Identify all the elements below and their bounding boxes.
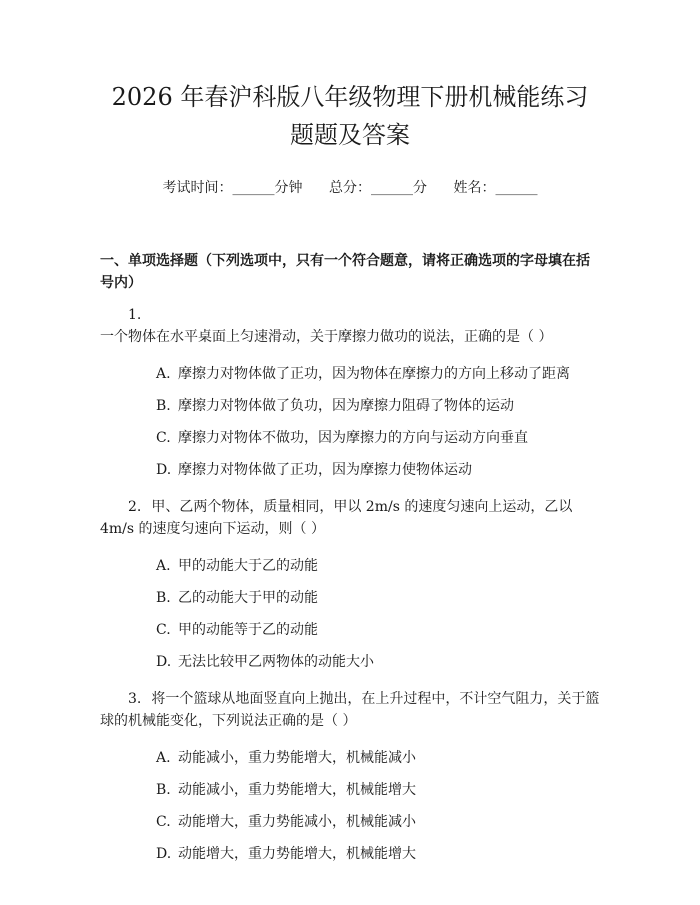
document-title bbox=[100, 0, 600, 154]
option-letter: D. bbox=[156, 462, 172, 478]
option-text: 动能减小，重力势能增大，机械能减小 bbox=[178, 750, 416, 766]
question-text: 将一个篮球从地面竖直向上抛出，在上升过程中，不计空气阻力，关于篮球的机械能变化，下列说法正确的是（ ） bbox=[100, 691, 600, 729]
option-letter: B. bbox=[156, 398, 171, 414]
section-heading bbox=[100, 250, 600, 294]
option-b bbox=[100, 774, 600, 806]
question-1-options bbox=[100, 358, 600, 486]
exam-meta bbox=[100, 178, 600, 198]
exam-score: 总分：______分 bbox=[329, 180, 427, 196]
option-text: 动能增大，重力势能增大，机械能增大 bbox=[178, 846, 416, 862]
option-text: 动能增大，重力势能减小，机械能减小 bbox=[178, 814, 416, 830]
question-text: 一个物体在水平桌面上匀速滑动，关于摩擦力做功的说法，正确的是（ ） bbox=[100, 329, 553, 345]
exam-time: 考试时间：______分钟 bbox=[162, 180, 303, 196]
option-text: 摩擦力对物体做了正功，因为摩擦力使物体运动 bbox=[178, 462, 472, 478]
option-a bbox=[100, 358, 600, 390]
option-text: 甲的动能等于乙的动能 bbox=[178, 622, 318, 638]
option-text: 摩擦力对物体做了负功，因为摩擦力阻碍了物体的运动 bbox=[178, 398, 514, 414]
option-letter: A. bbox=[156, 366, 171, 382]
section-heading-line-1: 一、单项选择题（下列选项中，只有一个符合题意，请将正确选项的字母填在括 bbox=[100, 253, 590, 269]
option-d bbox=[100, 454, 600, 486]
option-text: 无法比较甲乙两物体的动能大小 bbox=[178, 654, 374, 670]
option-letter: D. bbox=[156, 846, 172, 862]
option-a bbox=[100, 550, 600, 582]
option-c bbox=[100, 806, 600, 838]
option-letter: B. bbox=[156, 782, 171, 798]
question-number: 1. bbox=[128, 307, 142, 323]
option-letter: A. bbox=[156, 558, 171, 574]
question-1 bbox=[100, 304, 600, 348]
option-text: 动能减小，重力势能增大，机械能增大 bbox=[178, 782, 416, 798]
option-b bbox=[100, 582, 600, 614]
option-letter: B. bbox=[156, 590, 171, 606]
option-d bbox=[100, 838, 600, 870]
option-a bbox=[100, 742, 600, 774]
title-line-1: 2026 年春沪科版八年级物理下册机械能练习 bbox=[111, 83, 589, 111]
question-number: 2. bbox=[128, 499, 142, 515]
option-d bbox=[100, 646, 600, 678]
option-letter: C. bbox=[156, 622, 171, 638]
option-c bbox=[100, 422, 600, 454]
question-2 bbox=[100, 496, 600, 540]
option-b bbox=[100, 390, 600, 422]
question-2-options bbox=[100, 550, 600, 678]
section-heading-line-2: 号内） bbox=[100, 275, 142, 291]
option-letter: A. bbox=[156, 750, 171, 766]
question-3-options bbox=[100, 742, 600, 870]
question-number: 3. bbox=[128, 691, 142, 707]
question-text: 甲、乙两个物体，质量相同，甲以 2m/s 的速度匀速向上运动，乙以 4m/s 的速度匀速向下运动，则（ ） bbox=[100, 499, 573, 537]
option-c bbox=[100, 614, 600, 646]
option-text: 摩擦力对物体不做功，因为摩擦力的方向与运动方向垂直 bbox=[178, 430, 528, 446]
title-line-2: 题题及答案 bbox=[290, 121, 410, 149]
exam-name: 姓名：______ bbox=[453, 180, 538, 196]
option-letter: C. bbox=[156, 814, 171, 830]
option-text: 甲的动能大于乙的动能 bbox=[178, 558, 318, 574]
option-text: 乙的动能大于甲的动能 bbox=[178, 590, 318, 606]
option-text: 摩擦力对物体做了正功，因为物体在摩擦力的方向上移动了距离 bbox=[178, 366, 570, 382]
option-letter: C. bbox=[156, 430, 171, 446]
question-3 bbox=[100, 688, 600, 732]
option-letter: D. bbox=[156, 654, 172, 670]
